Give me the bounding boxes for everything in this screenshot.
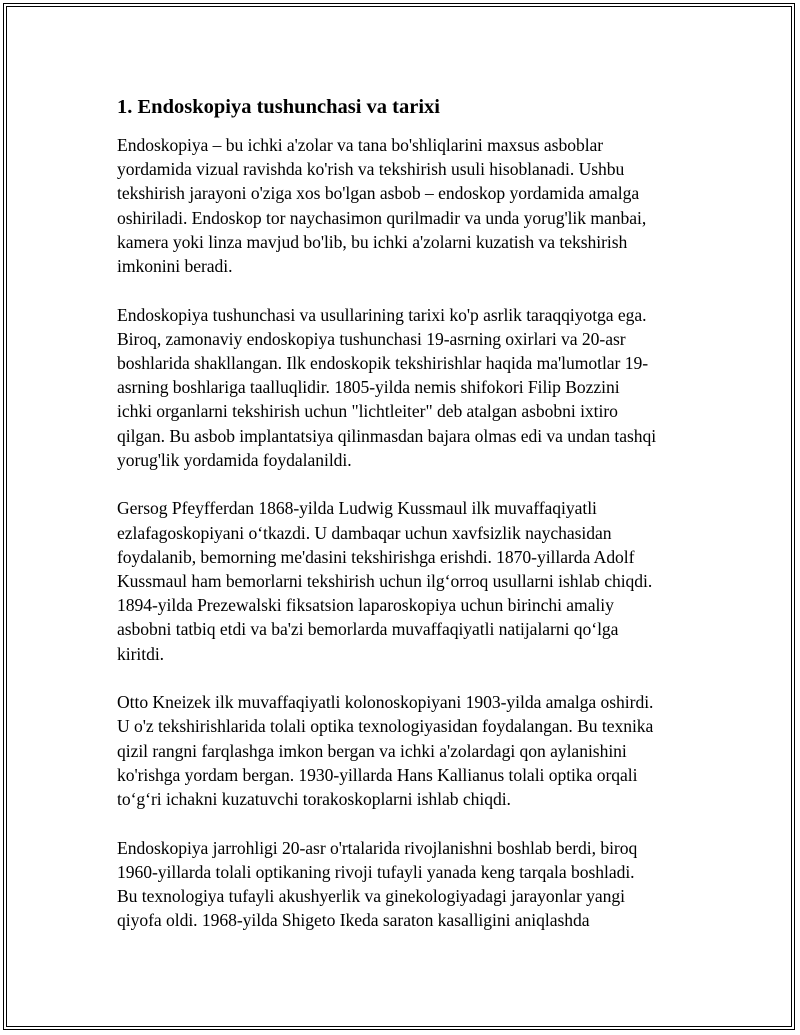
paragraph-line: asbobni tatbiq etdi va ba'zi bemorlarda muvaffaqiyatli natijalarni qo‘lga	[117, 619, 619, 640]
paragraph-line: Bu texnologiya tufayli akushyerlik va ginekologiyadagi jarayonlar yangi	[117, 886, 626, 907]
paragraph-line: tekshirish jarayoni o'ziga xos bo'lgan asbob – endoskop yordamida amalga	[117, 183, 640, 204]
paragraph-5	[117, 836, 697, 933]
paragraph-line: ko'rishga yordam bergan. 1930-yillarda Hans Kallianus tolali optika orqali	[117, 764, 638, 785]
paragraph-line: foydalanib, bemorning me'dasini tekshirishga erishdi. 1870-yillarda Adolf	[117, 546, 635, 567]
paragraph-line: Endoskopiya – bu ichki a'zolar va tana bo'shliqlarini maxsus asboblar	[117, 135, 604, 155]
paragraph-line: imkonini beradi.	[117, 256, 233, 277]
paragraph-line: U o'z tekshirishlarida tolali optika texnologiyasidan foydalangan. Bu texnika	[117, 716, 654, 737]
paragraph-line: yorug'lik yordamida foydalanildi.	[117, 449, 352, 470]
paragraph-4	[117, 690, 697, 811]
paragraph-line: asrning boshlariga taalluqlidir. 1805-yilda nemis shifokori Filip Bozzini	[117, 377, 620, 398]
paragraph-1	[117, 133, 697, 278]
document-body	[117, 93, 697, 957]
section-heading: 1. Endoskopiya tushunchasi va tarixi	[117, 96, 440, 118]
paragraph-line: qilgan. Bu asbob implantatsiya qilinmasdan bajara olmas edi va undan tashqi	[117, 425, 657, 446]
paragraph-line: ezlafagoskopiyani o‘tkazdi. U dambaqar uchun xavfsizlik naychasidan	[117, 522, 612, 543]
paragraph-container	[117, 133, 697, 932]
paragraph-line: Biroq, zamonaviy endoskopiya tushunchasi 19-asrning oxirlari va 20-asr	[117, 328, 626, 349]
paragraph-line: qizil rangni farqlashga imkon bergan va ichki a'zolardagi qon aylanishini	[117, 740, 627, 761]
paragraph-line: yordamida vizual ravishda ko'rish va tekshirish usuli hisoblanadi. Ushbu	[117, 159, 625, 180]
paragraph-line: oshiriladi. Endoskop tor naychasimon qurilmadir va unda yorug'lik manbai,	[117, 207, 647, 228]
paragraph-line: Otto Kneizek ilk muvaffaqiyatli kolonoskopiyani 1903-yilda amalga oshirdi.	[117, 692, 654, 713]
paragraph-line: to‘g‘ri ichakni kuzatuvchi torakoskoplarni ishlab chiqdi.	[117, 789, 511, 810]
paragraph-line: Gersog Pfeyfferdan 1868-yilda Ludwig Kussmaul ilk muvaffaqiyatli	[117, 498, 597, 519]
paragraph-line: ichki organlarni tekshirish uchun "lichtleiter" deb atalgan asbobni ixtiro	[117, 401, 618, 422]
paragraph-line: kamera yoki linza mavjud bo'lib, bu ichki a'zolarni kuzatish va tekshirish	[117, 231, 628, 252]
paragraph-line: Endoskopiya tushunchasi va usullarining tarixi ko'p asrlik taraqqiyotga ega.	[117, 304, 647, 325]
paragraph-line: 1960-yillarda tolali optikaning rivoji tufayli yanada keng tarqala boshladi.	[117, 861, 635, 882]
paragraph-line: boshlarida shakllangan. Ilk endoskopik tekshirishlar haqida ma'lumotlar 19-	[117, 353, 649, 374]
paragraph-line: kiritdi.	[117, 643, 165, 664]
paragraph-line: 1894-yilda Prezewalski fiksatsion laparoskopiya uchun birinchi amaliy	[117, 595, 614, 616]
paragraph-line: Endoskopiya jarrohligi 20-asr o'rtalarida rivojlanishni boshlab berdi, biroq	[117, 837, 638, 858]
paragraph-3	[117, 496, 697, 665]
paragraph-line: Kussmaul ham bemorlarni tekshirish uchun ilg‘orroq usullarni ishlab chiqdi.	[117, 571, 653, 592]
paragraph-line: qiyofa oldi. 1968-yilda Shigeto Ikeda saraton kasalligini aniqlashda	[117, 910, 590, 931]
paragraph-2	[117, 303, 697, 472]
